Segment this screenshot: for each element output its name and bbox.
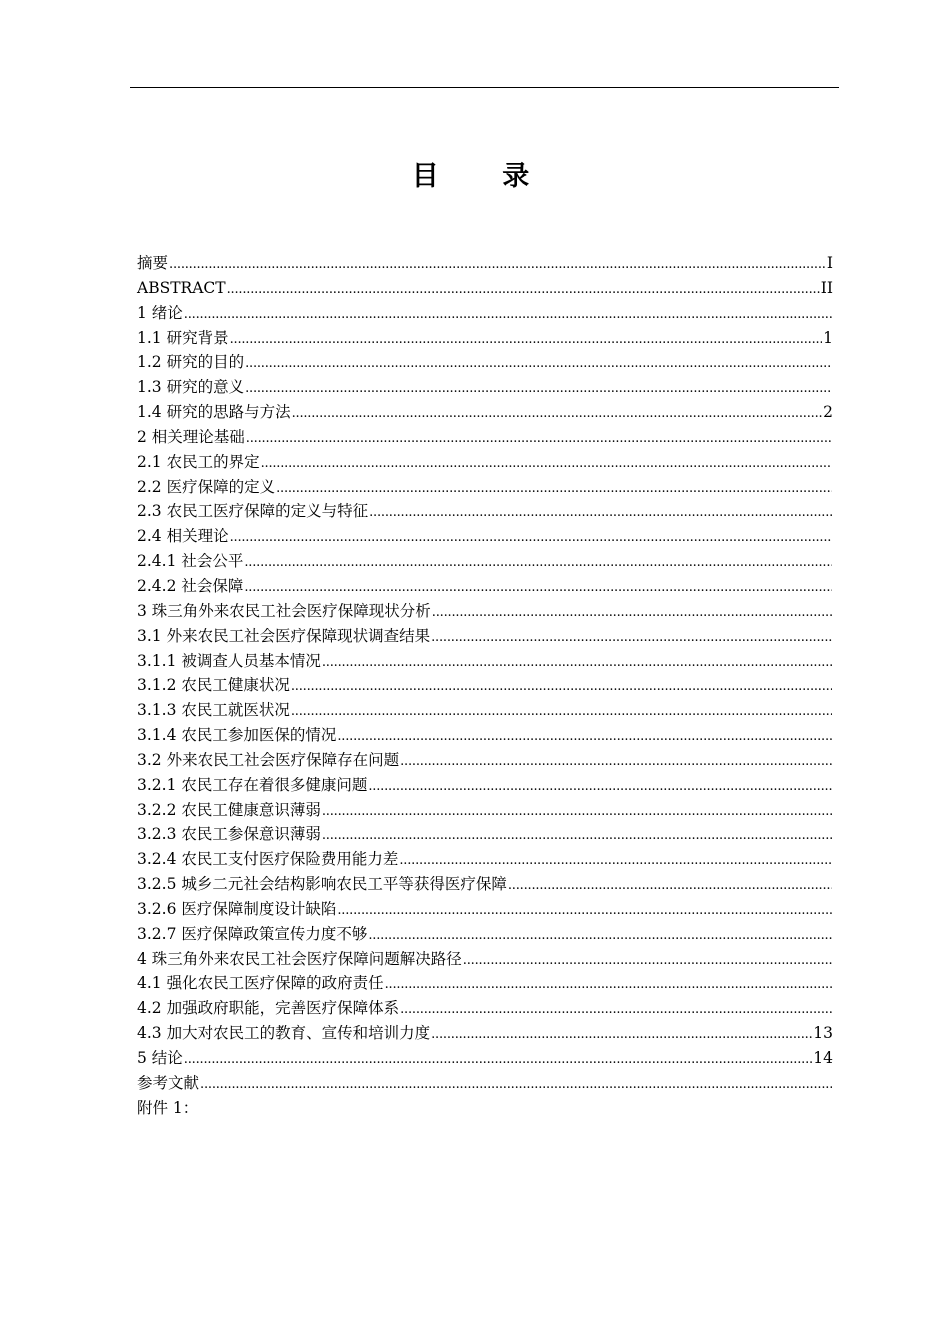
toc-entry-label: 4 珠三角外来农民工社会医疗保障问题解决路径 — [137, 949, 462, 968]
toc-entry-label: 5 结论 — [137, 1049, 183, 1067]
toc-entry[interactable] — [137, 971, 833, 996]
toc-entry[interactable] — [137, 872, 833, 897]
toc-entry[interactable] — [137, 1096, 833, 1121]
toc-entry-page-number: 13 — [813, 1024, 833, 1043]
toc-entry-label: 2 相关理论基础 — [137, 427, 245, 446]
toc-entry-label: 2.2 医疗保障的定义 — [137, 477, 276, 496]
toc-dot-leader — [246, 427, 832, 452]
toc-entry[interactable] — [137, 400, 833, 425]
toc-entry-label: 2.4.2 社会保障 — [137, 576, 244, 595]
toc-entry-page-number: 1 — [823, 328, 833, 347]
toc-entry-label: 2.1 农民工的界定 — [137, 452, 260, 471]
toc-entry[interactable] — [137, 450, 833, 475]
toc-entry-label: 3.1.1 被调查人员基本情况 — [137, 651, 321, 670]
toc-entry[interactable] — [137, 1021, 833, 1046]
toc-dot-leader — [245, 352, 832, 377]
toc-entry-label: 4.2 加强政府职能，完善医疗保障体系 — [137, 999, 400, 1018]
toc-entry-page-number: I — [826, 254, 833, 272]
toc-entry[interactable] — [137, 524, 833, 549]
toc-entry-label: 4.3 加大对农民工的教育、宣传和培训力度 — [137, 1024, 431, 1043]
toc-entry[interactable] — [137, 996, 833, 1021]
toc-dot-leader — [292, 402, 823, 427]
toc-entry[interactable] — [137, 798, 833, 823]
toc-dot-leader — [368, 775, 832, 800]
toc-entry[interactable] — [137, 549, 833, 574]
header-rule — [130, 87, 839, 88]
toc-entry[interactable] — [137, 276, 833, 301]
toc-entry[interactable] — [137, 773, 833, 798]
toc-entry[interactable] — [137, 822, 833, 847]
toc-entry[interactable] — [137, 1046, 833, 1071]
toc-entry-label: 3.2.6 医疗保障制度设计缺陷 — [137, 899, 337, 918]
toc-entry-label: 3.2.2 农民工健康意识薄弱 — [137, 800, 321, 819]
toc-entry[interactable] — [137, 375, 833, 400]
toc-entry[interactable] — [137, 748, 833, 773]
toc-dot-leader — [322, 824, 832, 849]
toc-dot-leader — [291, 700, 832, 725]
toc-entry-label: 3.2.1 农民工存在着很多健康问题 — [137, 775, 368, 794]
toc-dot-leader — [385, 973, 832, 998]
toc-entry[interactable] — [137, 649, 833, 674]
toc-dot-leader — [291, 675, 832, 700]
toc-entry-label: 2.4.1 社会公平 — [137, 552, 244, 571]
toc-entry[interactable] — [137, 624, 833, 649]
toc-entry[interactable] — [137, 499, 833, 524]
toc-entry[interactable] — [137, 574, 833, 599]
toc-entry-label: 附件 1： — [137, 1098, 199, 1117]
toc-dot-leader — [337, 725, 832, 750]
toc-dot-leader — [431, 626, 832, 651]
toc-entry[interactable] — [137, 475, 833, 500]
toc-dot-leader — [400, 998, 832, 1023]
toc-entry-label: 3.2.3 农民工参保意识薄弱 — [137, 825, 321, 844]
toc-entry-label: 2.4 相关理论 — [137, 527, 229, 546]
toc-entry-page-number: 2 — [823, 403, 833, 422]
toc-entry[interactable] — [137, 847, 833, 872]
toc-dot-leader — [508, 874, 832, 899]
toc-entry-label: 4.1 强化农民工医疗保障的政府责任 — [137, 974, 384, 993]
toc-dot-leader — [322, 800, 832, 825]
toc-entry-label: 2.3 农民工医疗保障的定义与特征 — [137, 502, 369, 521]
toc-dot-leader — [244, 551, 832, 576]
toc-dot-leader — [400, 750, 832, 775]
toc-entry[interactable] — [137, 1071, 833, 1096]
toc-entry-label: 3.1.3 农民工就医状况 — [137, 701, 290, 720]
toc-entry-label: 3.2 外来农民工社会医疗保障存在问题 — [137, 750, 400, 769]
toc-dot-leader — [368, 924, 832, 949]
toc-entry[interactable] — [137, 723, 833, 748]
toc-dot-leader — [322, 651, 832, 676]
toc-dot-leader — [244, 576, 832, 601]
toc-list — [137, 251, 833, 1121]
toc-entry[interactable] — [137, 301, 833, 326]
toc-dot-leader — [369, 501, 832, 526]
toc-entry-label: 1.1 研究背景 — [137, 328, 229, 347]
toc-dot-leader — [431, 1023, 812, 1048]
toc-entry-label: 1 绪论 — [137, 303, 183, 322]
toc-entry-label: 3.1.4 农民工参加医保的情况 — [137, 726, 337, 745]
toc-dot-leader — [399, 849, 832, 874]
toc-entry[interactable] — [137, 425, 833, 450]
toc-dot-leader — [337, 899, 832, 924]
toc-dot-leader — [230, 526, 832, 551]
toc-entry-label: 参考文献 — [137, 1073, 200, 1092]
toc-entry[interactable] — [137, 599, 833, 624]
toc-entry[interactable] — [137, 326, 833, 351]
toc-dot-leader — [245, 377, 832, 402]
toc-entry-label: 3.1.2 农民工健康状况 — [137, 676, 290, 695]
toc-dot-leader — [184, 303, 832, 328]
toc-dot-leader — [432, 601, 832, 626]
toc-entry[interactable] — [137, 350, 833, 375]
toc-entry[interactable] — [137, 698, 833, 723]
toc-dot-leader — [230, 328, 823, 353]
toc-dot-leader — [200, 1073, 832, 1098]
toc-entry[interactable] — [137, 897, 833, 922]
toc-entry[interactable] — [137, 251, 833, 276]
toc-dot-leader — [227, 278, 820, 303]
toc-entry-label: ABSTRACT — [137, 278, 226, 297]
toc-entry-label: 1.2 研究的目的 — [137, 353, 245, 372]
toc-entry-label: 3 珠三角外来农民工社会医疗保障现状分析 — [137, 601, 431, 620]
toc-entry-page-number: 14 — [813, 1049, 833, 1067]
toc-entry-label: 摘要 — [137, 254, 169, 272]
toc-entry[interactable] — [137, 922, 833, 947]
toc-dot-leader — [184, 1048, 812, 1073]
toc-entry[interactable] — [137, 947, 833, 972]
toc-entry-label: 3.2.7 医疗保障政策宣传力度不够 — [137, 924, 368, 943]
toc-entry-label: 3.2.4 农民工支付医疗保险费用能力差 — [137, 850, 399, 869]
toc-entry[interactable] — [137, 673, 833, 698]
toc-dot-leader — [261, 452, 832, 477]
toc-entry-page-number: II — [820, 278, 833, 297]
toc-title: 目 录 — [411, 161, 557, 192]
toc-entry-label: 3.1 外来农民工社会医疗保障现状调查结果 — [137, 626, 431, 645]
toc-entry-label: 1.3 研究的意义 — [137, 378, 245, 397]
toc-entry-label: 1.4 研究的思路与方法 — [137, 403, 291, 422]
toc-dot-leader — [169, 253, 826, 278]
toc-dot-leader — [463, 949, 832, 974]
toc-entry-label: 3.2.5 城乡二元社会结构影响农民工平等获得医疗保障 — [137, 875, 507, 894]
toc-dot-leader — [276, 477, 832, 502]
